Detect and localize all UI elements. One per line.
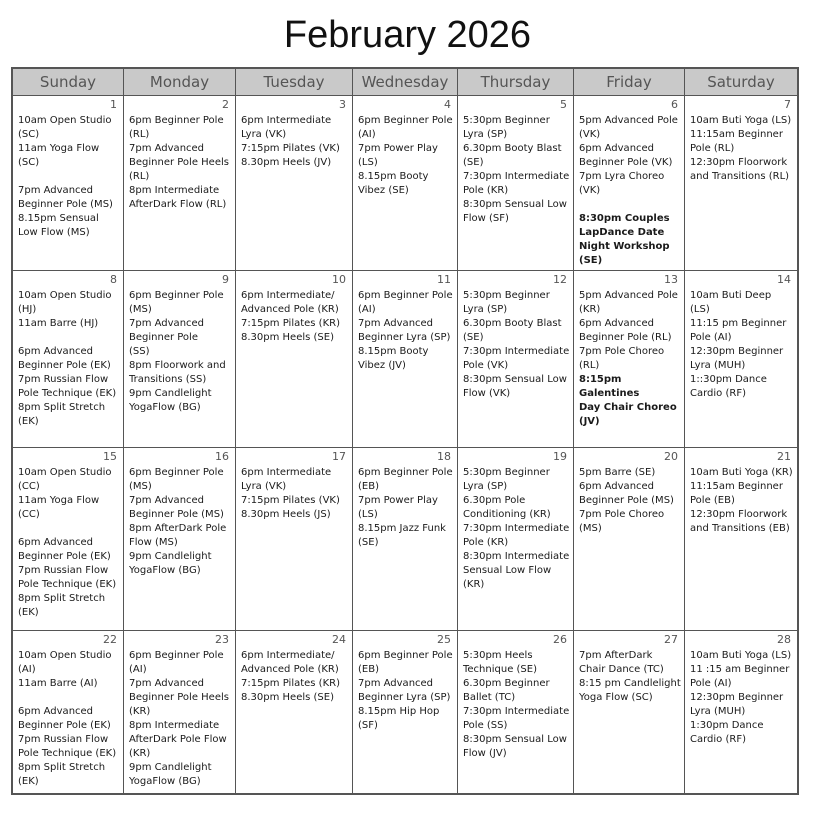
day-number: 5 [560,98,567,111]
day-cell[interactable] [236,448,353,631]
day-number: 19 [553,450,567,463]
class-entry: 10am Open Studio (AI) [18,650,112,675]
class-entry: 1::30pm Dance Cardio (RF) [690,374,767,399]
class-entry: 9pm Candlelight YogaFlow (BG) [129,551,212,576]
class-entry: 8.15pm Booty Vibez (JV) [358,346,429,371]
class-entry: 7pm Advanced Beginner Pole Heels (RL) [129,143,229,182]
class-entry: 8.15pm Jazz Funk (SE) [358,523,446,548]
day-cell[interactable] [685,448,797,631]
day-cell[interactable] [353,271,458,448]
class-entry: 6pm Advanced Beginner Pole (MS) [579,481,674,506]
day-number: 8 [110,273,117,286]
class-entry: 8pm Floorwork and Transitions (SS) [129,360,226,385]
class-entry: 6pm Beginner Pole (AI) [129,650,224,675]
weekday-header-saturday: Saturday [685,69,797,96]
day-number: 22 [103,633,117,646]
class-entry: 7pm Lyra Choreo (VK) [579,171,665,196]
class-entry: 7:30pm Intermediate Pole (VK) [463,346,570,371]
weekday-header-friday: Friday [574,69,685,96]
class-entry: 5:30pm Beginner Lyra (SP) [463,115,550,140]
class-entry: 6.30pm Booty Blast (SE) [463,318,562,343]
class-entry: 8:15 pm Candlelight Yoga Flow (SC) [579,678,681,703]
day-number: 6 [671,98,678,111]
day-cell[interactable] [574,631,685,793]
day-number: 23 [215,633,229,646]
class-entry: 5:30pm Beginner Lyra (SP) [463,290,550,315]
weekday-header-tuesday: Tuesday [236,69,353,96]
day-number: 17 [332,450,346,463]
day-cell[interactable] [124,448,236,631]
class-entry: 7pm Advanced Beginner Lyra (SP) [358,678,451,703]
day-cell[interactable] [458,96,574,271]
class-entry: 8.30pm Heels (JS) [241,509,331,520]
class-entry: 6pm Intermediate Lyra (VK) [241,467,332,492]
class-entry: 8:30pm Sensual Low Flow (VK) [463,374,567,399]
class-entry: 7pm Russian Flow Pole Technique (EK) [18,734,117,759]
class-entry: 10am Open Studio (CC) [18,467,112,492]
class-entry: 7:30pm Intermediate Pole (KR) [463,171,570,196]
class-entry: 8pm Split Stretch (EK) [18,593,106,618]
class-entry: 8.15pm Hip Hop (SF) [358,706,440,731]
class-entry: 5pm Advanced Pole (KR) [579,290,678,315]
class-entry: 6.30pm Beginner Ballet (TC) [463,678,550,703]
class-entry: 6pm Beginner Pole (EB) [358,650,453,675]
day-cell[interactable] [236,271,353,448]
class-entry: 6pm Advanced Beginner Pole (EK) [18,346,111,371]
day-number: 24 [332,633,346,646]
class-entry: 6.30pm Booty Blast (SE) [463,143,562,168]
class-entry: 7pm Advanced Beginner Pole (SS) [129,318,205,357]
class-entry: 6pm Beginner Pole (MS) [129,467,224,492]
day-number: 3 [339,98,346,111]
weekday-header-sunday: Sunday [13,69,124,96]
class-entry: 8pm Intermediate AfterDark Pole Flow (KR) [129,720,227,759]
class-entry: 8pm Split Stretch (EK) [18,402,106,427]
class-entry: 6pm Intermediate/ Advanced Pole (KR) [241,650,339,675]
class-entry: 9pm Candlelight YogaFlow (BG) [129,388,212,413]
class-entry: 8pm Intermediate AfterDark Flow (RL) [129,185,227,210]
class-entry: 7pm Advanced Beginner Pole Heels (KR) [129,678,229,717]
day-cell[interactable] [13,271,124,448]
class-entry: 6pm Intermediate/ Advanced Pole (KR) [241,290,339,315]
class-entry: 6pm Advanced Beginner Pole (RL) [579,318,672,343]
day-cell[interactable] [236,631,353,793]
class-entry: 8:30pm Sensual Low Flow (SF) [463,199,567,224]
class-entry: 5:30pm Heels Technique (SE) [463,650,537,675]
day-number: 16 [215,450,229,463]
class-entry: 7pm Pole Choreo (MS) [579,509,665,534]
day-number: 25 [437,633,451,646]
class-entry: 12:30pm Beginner Lyra (MUH) [690,346,784,371]
class-entry: 11am Barre (HJ) [18,318,99,329]
class-entry: 6pm Beginner Pole (AI) [358,115,453,140]
class-entry: 8pm Split Stretch (EK) [18,762,106,787]
class-entry: 11am Yoga Flow (SC) [18,143,100,168]
day-cell[interactable] [124,631,236,793]
class-entry: 9pm Candlelight YogaFlow (BG) [129,762,212,787]
day-cell[interactable] [685,271,797,448]
class-entry: 7:30pm Intermediate Pole (SS) [463,706,570,731]
class-entry: 11am Barre (AI) [18,678,98,689]
class-entry: 7pm Advanced Beginner Lyra (SP) [358,318,451,343]
class-entry: 8pm AfterDark Pole Flow (MS) [129,523,227,548]
class-entry: 8:30pm Intermediate Sensual Low Flow (KR) [463,551,570,590]
day-cell[interactable] [13,448,124,631]
day-cell[interactable] [685,631,797,793]
class-entry: 12:30pm Beginner Lyra (MUH) [690,692,784,717]
day-number: 28 [777,633,791,646]
class-entry: 6pm Beginner Pole (MS) [129,290,224,315]
day-cell[interactable] [124,96,236,271]
class-entry: 5pm Advanced Pole (VK) [579,115,678,140]
day-number: 10 [332,273,346,286]
day-number: 14 [777,273,791,286]
class-entry: 11am Yoga Flow (CC) [18,495,100,520]
class-entry: 8.30pm Heels (SE) [241,332,334,343]
day-number: 4 [444,98,451,111]
day-cell[interactable] [353,448,458,631]
class-entry: 6pm Advanced Beginner Pole (EK) [18,706,111,731]
class-entry: 7pm Advanced Beginner Pole (MS) [18,185,113,210]
day-number: 18 [437,450,451,463]
day-number: 21 [777,450,791,463]
class-entry: 6pm Beginner Pole (RL) [129,115,224,140]
class-entry: 8:30pm Sensual Low Flow (JV) [463,734,567,759]
class-entry: 10am Open Studio (HJ) [18,290,112,315]
class-entry: 10am Open Studio (SC) [18,115,112,140]
day-cell[interactable] [458,631,574,793]
day-number: 9 [222,273,229,286]
day-number: 13 [664,273,678,286]
class-entry: 10am Buti Deep (LS) [690,290,772,315]
day-cell[interactable] [574,271,685,448]
day-cell[interactable] [574,448,685,631]
class-entry: 7:15pm Pilates (KR) [241,318,340,329]
day-cell[interactable] [574,96,685,271]
day-cell[interactable] [13,631,124,793]
weekday-header-wednesday: Wednesday [353,69,458,96]
class-entry: 7pm Power Play (LS) [358,143,438,168]
page-title: February 2026 [283,14,532,56]
day-number: 2 [222,98,229,111]
calendar-grid [11,67,799,795]
class-entry: 8:30pm Couples LapDance Date Night Workshop (SE) [579,213,670,266]
day-cell[interactable] [124,271,236,448]
class-entry: 6pm Advanced Beginner Pole (VK) [579,143,673,168]
class-entry: 11:15am Beginner Pole (RL) [690,129,783,154]
weekday-header-monday: Monday [124,69,236,96]
day-number: 26 [553,633,567,646]
day-number: 27 [664,633,678,646]
class-entry: 6pm Intermediate Lyra (VK) [241,115,332,140]
class-entry: 6pm Beginner Pole (EB) [358,467,453,492]
class-entry: 8:15pm Galentines Day Chair Choreo (JV) [579,374,677,427]
class-entry: 7pm Russian Flow Pole Technique (EK) [18,374,117,399]
class-entry: 5:30pm Beginner Lyra (SP) [463,467,550,492]
class-entry: 11:15 pm Beginner Pole (AI) [690,318,787,343]
class-entry: 6.30pm Pole Conditioning (KR) [463,495,551,520]
weekday-header-thursday: Thursday [458,69,574,96]
class-entry: 1:30pm Dance Cardio (RF) [690,720,764,745]
day-number: 12 [553,273,567,286]
class-entry: 12:30pm Floorwork and Transitions (EB) [690,509,790,534]
class-entry: 7:15pm Pilates (KR) [241,678,340,689]
day-cell[interactable] [685,96,797,271]
class-entry: 7pm Power Play (LS) [358,495,438,520]
class-entry: 7:15pm Pilates (VK) [241,495,340,506]
class-entry: 7pm AfterDark Chair Dance (TC) [579,650,664,675]
class-entry: 11:15am Beginner Pole (EB) [690,481,783,506]
class-entry: 7:15pm Pilates (VK) [241,143,340,154]
class-entry: 7:30pm Intermediate Pole (KR) [463,523,570,548]
class-entry: 8.30pm Heels (JV) [241,157,332,168]
day-cell[interactable] [353,96,458,271]
day-cell[interactable] [236,96,353,271]
class-entry: 12:30pm Floorwork and Transitions (RL) [690,157,790,182]
class-entry: 6pm Beginner Pole (AI) [358,290,453,315]
class-entry: 8.30pm Heels (SE) [241,692,334,703]
class-entry: 7pm Advanced Beginner Pole (MS) [129,495,224,520]
class-entry: 7pm Russian Flow Pole Technique (EK) [18,565,117,590]
day-number: 1 [110,98,117,111]
day-cell[interactable] [458,448,574,631]
class-entry: 10am Buti Yoga (KR) [690,467,793,478]
class-entry: 10am Buti Yoga (LS) [690,650,792,661]
day-number: 11 [437,273,451,286]
day-number: 7 [784,98,791,111]
day-cell[interactable] [458,271,574,448]
day-cell[interactable] [353,631,458,793]
class-entry: 7pm Pole Choreo (RL) [579,346,665,371]
day-cell[interactable] [13,96,124,271]
class-entry: 5pm Barre (SE) [579,467,656,478]
class-entry: 6pm Advanced Beginner Pole (EK) [18,537,111,562]
class-entry: 10am Buti Yoga (LS) [690,115,792,126]
day-number: 20 [664,450,678,463]
class-entry: 8.15pm Booty Vibez (SE) [358,171,429,196]
class-entry: 11 :15 am Beginner Pole (AI) [690,664,790,689]
class-entry: 8.15pm Sensual Low Flow (MS) [18,213,99,238]
day-number: 15 [103,450,117,463]
